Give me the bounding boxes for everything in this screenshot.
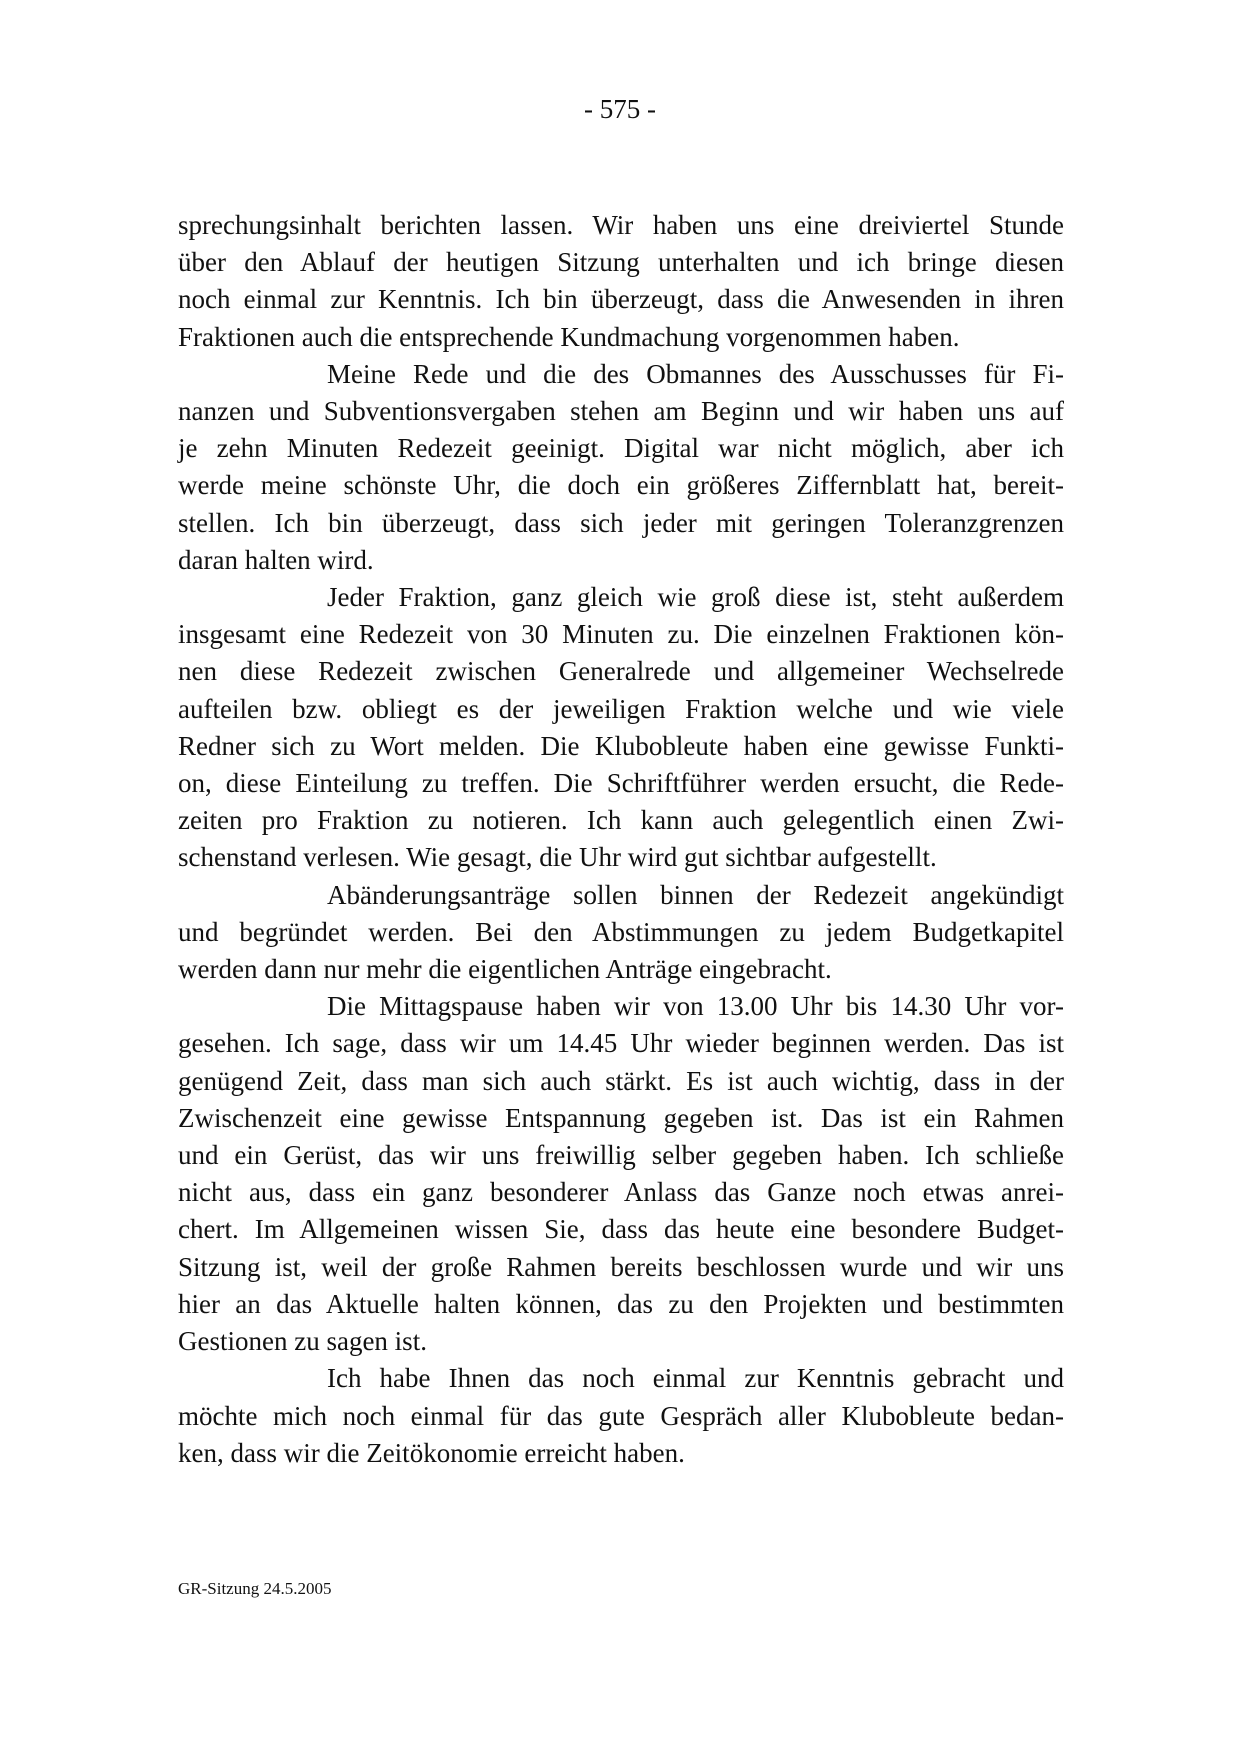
text-line: genügend Zeit, dass man sich auch stärkt. Es ist auch wichtig, dass in der: [178, 1065, 1064, 1096]
document-body: [178, 207, 1064, 1472]
text-line: nicht aus, dass ein ganz besonderer Anlass das Ganze noch etwas anrei-: [178, 1177, 1064, 1208]
text-line: chert. Im Allgemeinen wissen Sie, dass das heute eine besondere Budget-: [178, 1214, 1064, 1245]
footer-session-date: GR-Sitzung 24.5.2005: [178, 1579, 332, 1598]
text-line: ken, dass wir die Zeitökonomie erreicht haben.: [178, 1437, 685, 1468]
text-line: daran halten wird.: [178, 544, 374, 575]
text-line: Fraktionen auch die entsprechende Kundmachung vorgenommen haben.: [178, 321, 960, 352]
text-line: hier an das Aktuelle halten können, das zu den Projekten und bestimmten: [178, 1288, 1064, 1319]
text-line: insgesamt eine Redezeit von 30 Minuten zu. Die einzelnen Fraktionen kön-: [178, 619, 1064, 650]
paragraph: [178, 579, 1064, 877]
text-line: je zehn Minuten Redezeit geeinigt. Digital war nicht möglich, aber ich: [178, 433, 1064, 464]
paragraph: [178, 877, 1064, 989]
text-line: sprechungsinhalt berichten lassen. Wir haben uns eine dreiviertel Stunde: [178, 210, 1064, 240]
text-line: nen diese Redezeit zwischen Generalrede und allgemeiner Wechselrede: [178, 656, 1064, 687]
text-line: werde meine schönste Uhr, die doch ein größeres Ziffernblatt hat, bereit-: [178, 470, 1064, 501]
text-line: zeiten pro Fraktion zu notieren. Ich kann auch gelegentlich einen Zwi-: [178, 805, 1064, 836]
text-line: Abänderungsanträge sollen binnen der Redezeit angekündigt: [327, 879, 1064, 910]
paragraph: [178, 1360, 1064, 1472]
text-line: aufteilen bzw. obliegt es der jeweiligen Fraktion welche und wie viele: [178, 693, 1064, 724]
text-line: on, diese Einteilung zu treffen. Die Schriftführer werden ersucht, die Rede-: [178, 768, 1064, 799]
text-line: Jeder Fraktion, ganz gleich wie groß diese ist, steht außerdem: [327, 582, 1064, 613]
text-line: schenstand verlesen. Wie gesagt, die Uhr wird gut sichtbar aufgestellt.: [178, 842, 937, 873]
text-line: über den Ablauf der heutigen Sitzung unterhalten und ich bringe diesen: [178, 247, 1064, 278]
text-line: Gestionen zu sagen ist.: [178, 1326, 427, 1357]
page-number: - 575 -: [584, 94, 656, 124]
text-line: Zwischenzeit eine gewisse Entspannung gegeben ist. Das ist ein Rahmen: [178, 1102, 1064, 1133]
paragraph: [178, 988, 1064, 1360]
text-line: Redner sich zu Wort melden. Die Klubobleute haben eine gewisse Funkti-: [178, 730, 1064, 761]
text-line: möchte mich noch einmal für das gute Gespräch aller Klubobleute bedan-: [178, 1400, 1064, 1431]
text-line: und ein Gerüst, das wir uns freiwillig selber gegeben haben. Ich schließe: [178, 1140, 1064, 1171]
paragraph: [178, 207, 1064, 356]
text-line: Sitzung ist, weil der große Rahmen bereits beschlossen wurde und wir uns: [178, 1251, 1064, 1282]
text-line: noch einmal zur Kenntnis. Ich bin überzeugt, dass die Anwesenden in ihren: [178, 284, 1064, 315]
text-line: Meine Rede und die des Obmannes des Ausschusses für Fi-: [327, 358, 1064, 389]
text-line: stellen. Ich bin überzeugt, dass sich jeder mit geringen Toleranzgrenzen: [178, 507, 1064, 538]
text-line: Die Mittagspause haben wir von 13.00 Uhr bis 14.30 Uhr vor-: [327, 991, 1064, 1022]
text-line: nanzen und Subventionsvergaben stehen am Beginn und wir haben uns auf: [178, 396, 1064, 427]
paragraph: [178, 356, 1064, 579]
text-line: werden dann nur mehr die eigentlichen Anträge eingebracht.: [178, 954, 832, 985]
text-line: Ich habe Ihnen das noch einmal zur Kenntnis gebracht und: [327, 1363, 1064, 1394]
text-line: gesehen. Ich sage, dass wir um 14.45 Uhr wieder beginnen werden. Das ist: [178, 1028, 1064, 1059]
text-line: und begründet werden. Bei den Abstimmungen zu jedem Budgetkapitel: [178, 916, 1064, 947]
